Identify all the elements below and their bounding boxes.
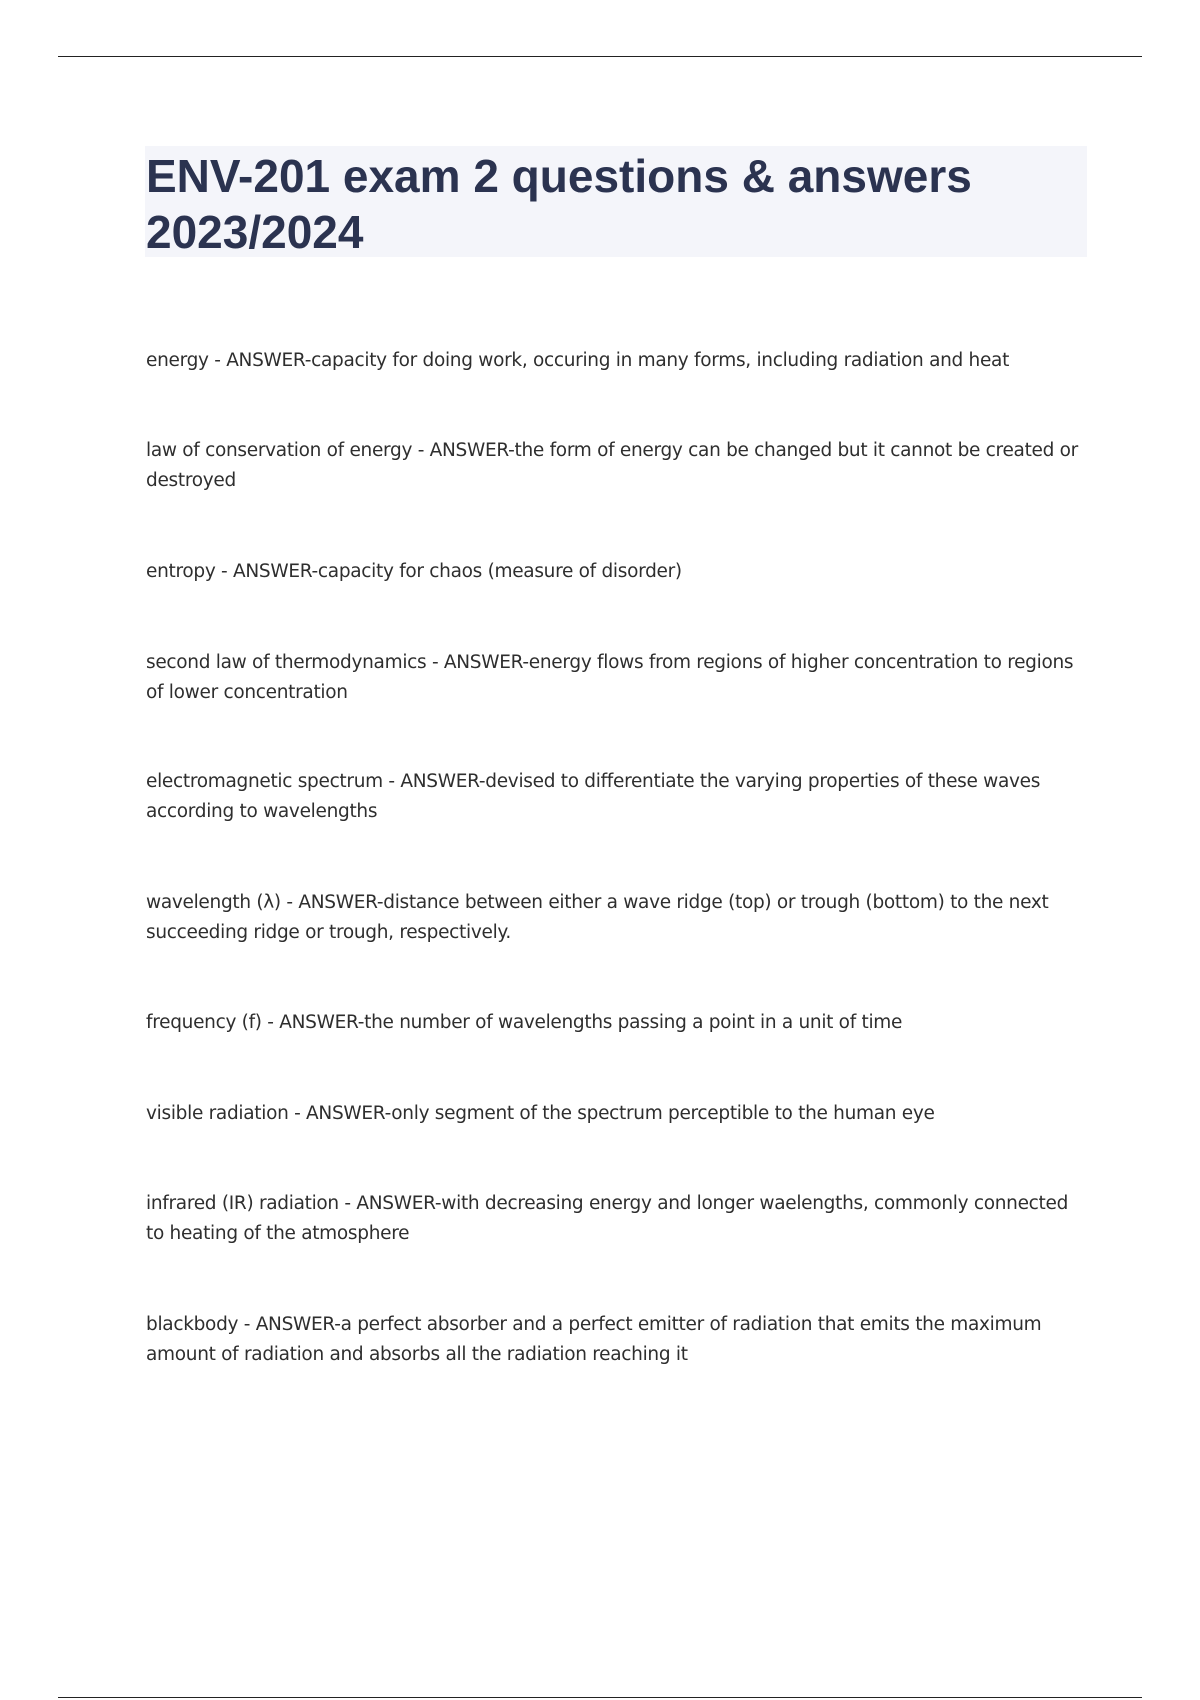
qa-item: second law of thermodynamics - ANSWER-energy flows from regions of higher concentration to regions of lower concentration — [146, 652, 1074, 703]
qa-item: entropy - ANSWER-capacity for chaos (measure of disorder) — [146, 561, 682, 582]
page-title: ENV-201 exam 2 questions & answers 2023/2024 — [146, 150, 972, 258]
qa-item: law of conservation of energy - ANSWER-the form of energy can be changed but it cannot be created or destroyed — [146, 440, 1078, 491]
qa-item: electromagnetic spectrum - ANSWER-devised to differentiate the varying properties of these waves according to wavelengths — [146, 771, 1041, 822]
header-rule — [58, 56, 1142, 57]
qa-item: blackbody - ANSWER-a perfect absorber and a perfect emitter of radiation that emits the maximum amount of radiation and absorbs all the radiation reaching it — [146, 1314, 1042, 1365]
qa-item: wavelength (λ) - ANSWER-distance between either a wave ridge (top) or trough (bottom) to the next succeeding ridge or trough, respectively. — [146, 892, 1049, 943]
qa-item: infrared (IR) radiation - ANSWER-with decreasing energy and longer waelengths, commonly connected to heating of the atmosphere — [146, 1193, 1069, 1244]
qa-item: frequency (f) - ANSWER-the number of wavelengths passing a point in a unit of time — [146, 1012, 903, 1033]
qa-item: energy - ANSWER-capacity for doing work, occuring in many forms, including radiation and heat — [146, 350, 1010, 371]
qa-item: visible radiation - ANSWER-only segment of the spectrum perceptible to the human eye — [146, 1103, 935, 1124]
footer-rule — [58, 1697, 1142, 1698]
